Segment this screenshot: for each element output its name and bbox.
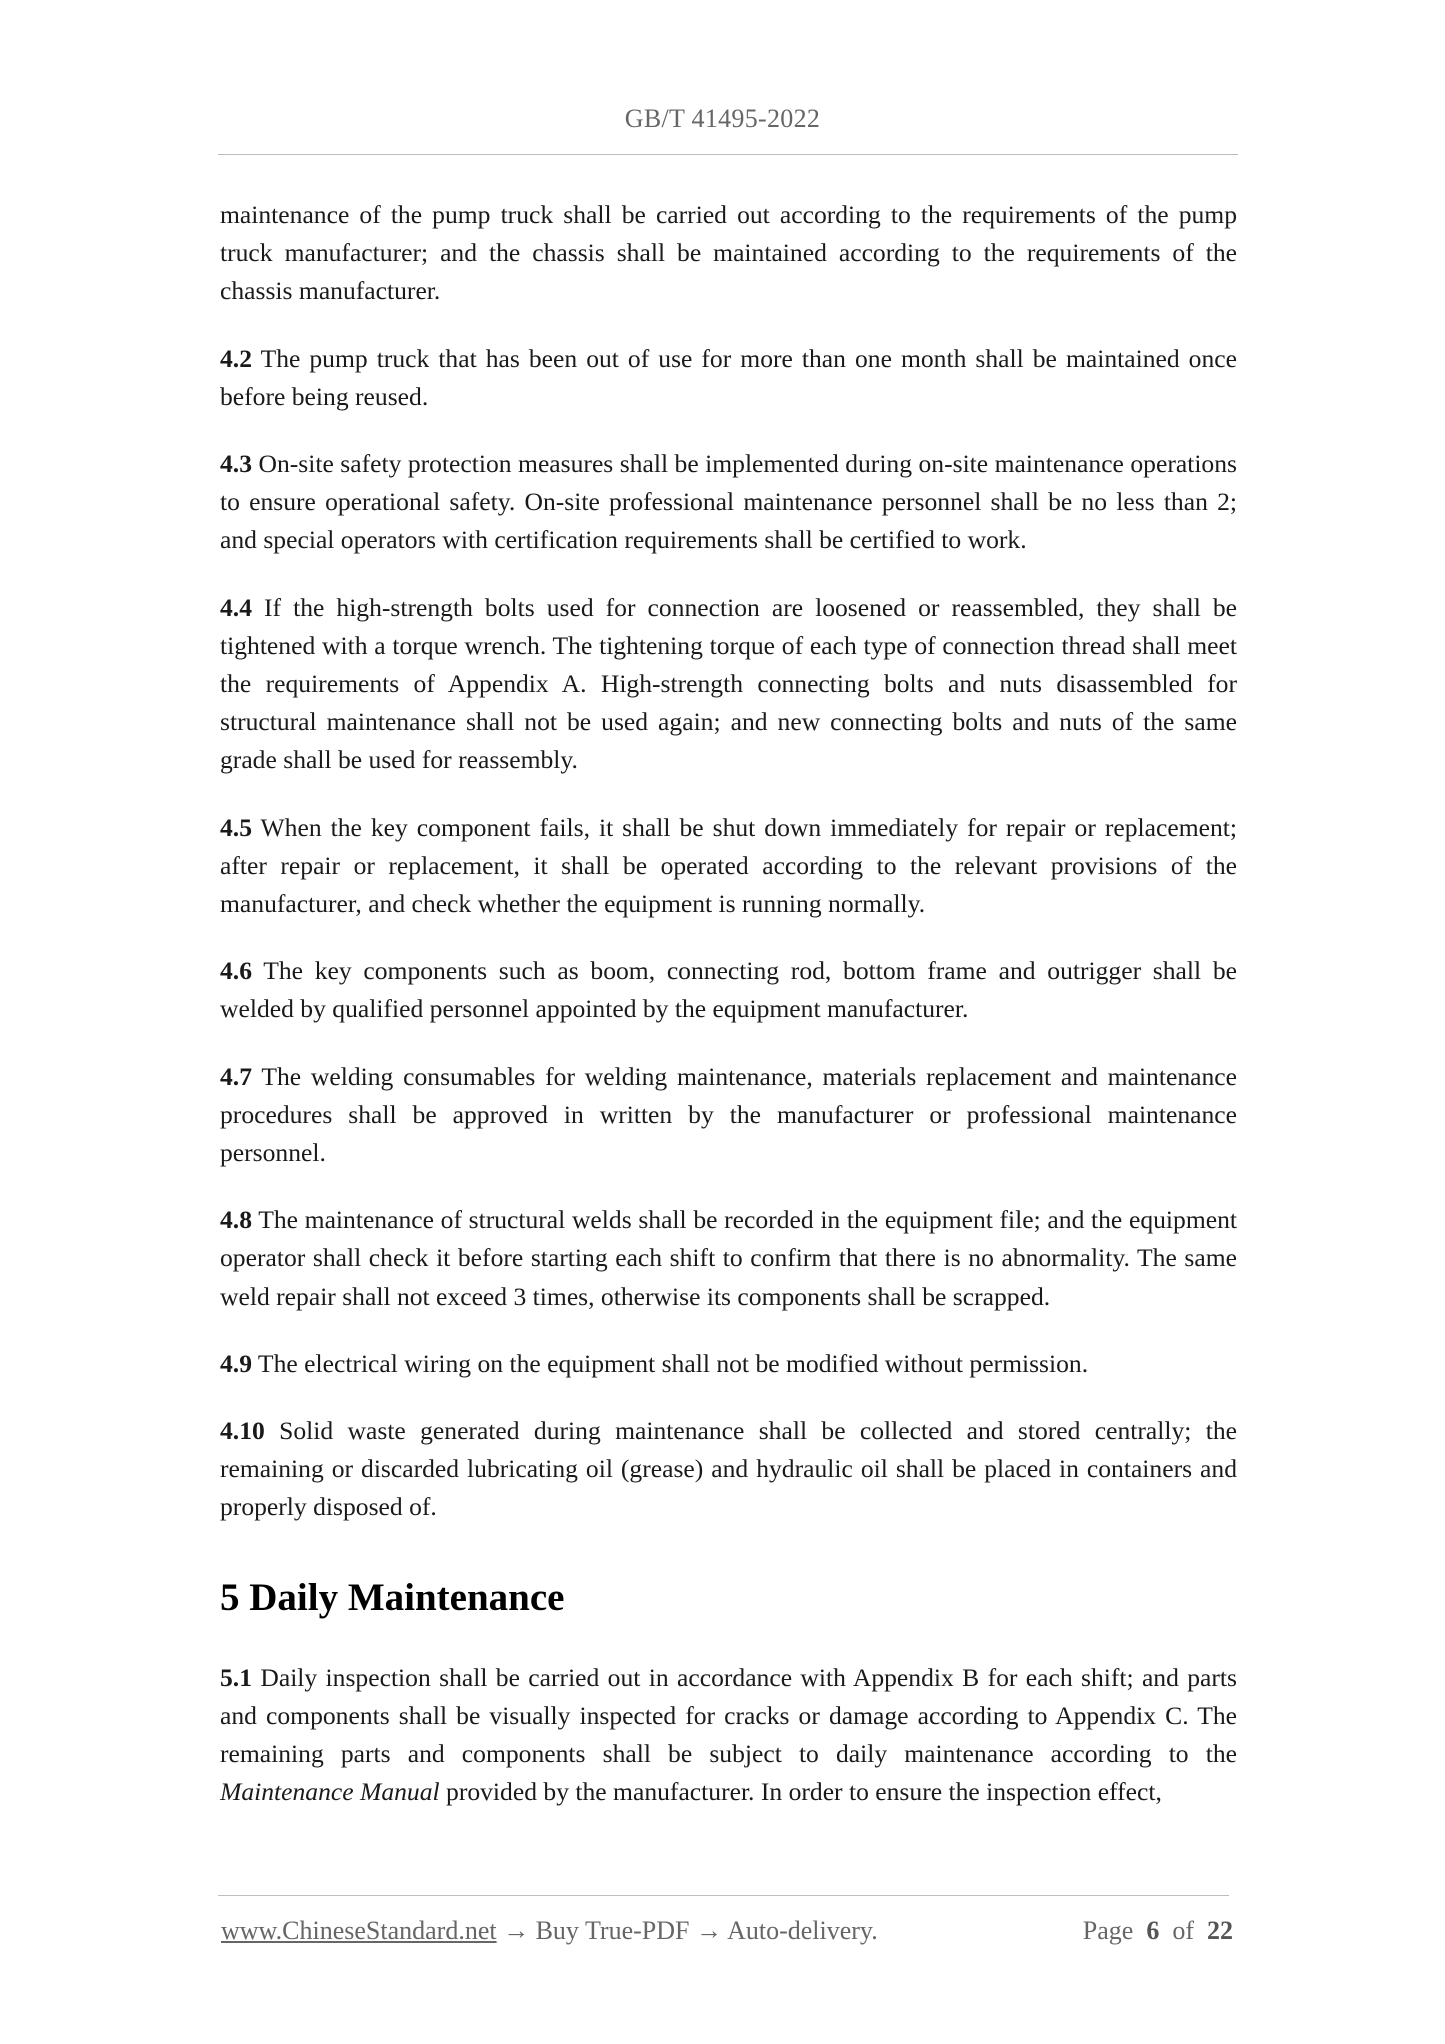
clause-4-3: [220, 445, 1237, 560]
clause-text: The maintenance of structural welds shall be recorded in the equipment file; and the equipment operator shall check it before starting each shift to confirm that there is no abnormality. The same weld repair shall not exceed 3 times, otherwise its components shall be scrapped.: [220, 1205, 1237, 1311]
clause-number: 4.10: [220, 1416, 265, 1446]
section-heading: 5 Daily Maintenance: [220, 1575, 565, 1619]
website-link[interactable]: www.ChineseStandard.net: [221, 1916, 497, 1945]
footer-promo: [221, 1916, 878, 1946]
clause-4-4: [220, 589, 1237, 780]
clause-text: Solid waste generated during maintenance shall be collected and stored centrally; the remaining or discarded lubricating oil (grease) and hydraulic oil shall be placed in containers and properly disposed of.: [220, 1416, 1237, 1522]
buy-pdf-text: Buy True-PDF: [535, 1916, 690, 1945]
clause-text: The welding consumables for welding maintenance, materials replacement and maintenance procedures shall be approved in written by the manufacturer or professional maintenance personnel.: [220, 1061, 1237, 1168]
clause-number: 4.5: [220, 812, 252, 842]
clause-number: 4.4: [220, 592, 252, 622]
clause-4-9: [220, 1345, 1237, 1383]
clause-4-2: [220, 340, 1237, 416]
auto-delivery-text: Auto-delivery.: [727, 1916, 878, 1945]
clause-4-6: [220, 952, 1237, 1028]
clause-number: 4.7: [220, 1061, 252, 1091]
clause-4-7: [220, 1058, 1237, 1173]
clause-text: If the high-strength bolts used for connection are loosened or reassembled, they shall be tightened with a torque wrench. The tightening torque of each type of connection thread shall meet the requirements of Appendix A. High-strength connecting bolts and nuts disassembled for structural maintenance shall not be used again; and new connecting bolts and nuts of the same grade shall be used for reassembly.: [220, 592, 1237, 775]
clause-number: 4.3: [220, 449, 252, 479]
clause-number: 4.8: [220, 1205, 252, 1235]
clause-text: The pump truck that has been out of use for more than one month shall be maintained once before being reused.: [220, 343, 1237, 411]
document-code-header: GB/T 41495-2022: [624, 104, 821, 133]
clause-text: When the key component fails, it shall be shut down immediately for repair or replacement; after repair or replacement, it shall be operated according to the relevant provisions of the manufacturer, and check whether the equipment is running normally.: [220, 812, 1237, 919]
footer-divider: [218, 1895, 1229, 1896]
clause-4-8: [220, 1201, 1237, 1316]
clause-4-5: [220, 809, 1237, 924]
page-content: [220, 196, 1237, 1841]
clause-text-continued: provided by the manufacturer. In order to ensure the inspection effect,: [439, 1777, 1162, 1807]
total-pages-number: 22: [1207, 1916, 1233, 1945]
current-page-number: 6: [1146, 1916, 1160, 1945]
clause-4-10: [220, 1412, 1237, 1527]
manual-title: Maintenance Manual: [220, 1777, 440, 1807]
clause-number: 4.6: [220, 956, 252, 986]
arrow-right-icon: →: [696, 1916, 722, 1945]
clause-5-1: [220, 1659, 1237, 1812]
clause-text: On-site safety protection measures shall be implemented during on-site maintenance operations to ensure operational safety. On-site professional maintenance personnel shall be no less than 2; and special operators with certification requirements shall be certified to work.: [220, 449, 1237, 555]
clause-text: Daily inspection shall be carried out in accordance with Appendix B for each shift; and parts and components shall be visually inspected for cracks or damage according to Appendix C. The remaining parts and components shall be subject to daily maintenance according to the: [220, 1662, 1237, 1769]
clause-number: 5.1: [220, 1662, 252, 1692]
clause-text: The key components such as boom, connecting rod, bottom frame and outrigger shall be welded by qualified personnel appointed by the equipment manufacturer.: [220, 956, 1237, 1024]
header-divider: [218, 154, 1238, 155]
of-label: of: [1172, 1916, 1194, 1945]
paragraph-continued: maintenance of the pump truck shall be carried out according to the requirements of the pump truck manufacturer; and the chassis shall be maintained according to the requirements of the chassis manufacturer.: [220, 200, 1237, 306]
page-counter: [1083, 1916, 1233, 1946]
clause-number: 4.9: [220, 1348, 252, 1378]
clause-text: The electrical wiring on the equipment shall not be modified without permission.: [252, 1348, 1089, 1378]
arrow-right-icon: →: [503, 1916, 530, 1945]
clause-number: 4.2: [220, 343, 252, 373]
page-label: Page: [1082, 1916, 1134, 1945]
